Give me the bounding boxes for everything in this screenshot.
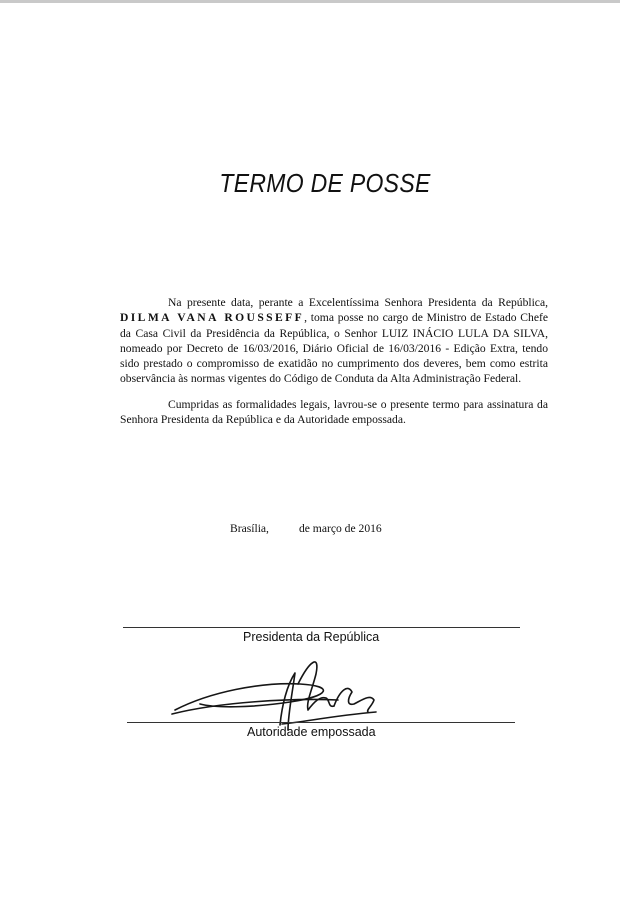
top-edge [0, 0, 620, 3]
signature-label-president: Presidenta da República [243, 630, 380, 644]
president-name: DILMA VANA ROUSSEFF [120, 311, 305, 325]
document-body [120, 295, 548, 427]
paragraph-formalities: Cumpridas as formalidades legais, lavrou-se o presente termo para assinatura da Senhora Presidenta da República e da Autoridade empossada. [120, 397, 548, 427]
signature-label-authority: Autoridade empossada [247, 725, 376, 739]
date-text: de março de 2016 [298, 522, 382, 535]
signature-line-authority [127, 722, 515, 723]
document-title: TERMO DE POSSE [219, 168, 431, 198]
paragraph-oath-intro: Na presente data, perante a Excelentíssima Senhora Presidenta da República, [168, 296, 548, 309]
signature-line-president [123, 627, 520, 628]
date-place: Brasília, [230, 522, 269, 535]
paragraph-oath [120, 295, 548, 387]
paragraph-oath-body: , toma posse no cargo de Ministro de Estado Chefe da Casa Civil da Presidência da República, o Senhor LUIZ INÁCIO LULA DA SILVA, nomeado por Decreto de 16/03/2016, Diário Oficial de 16/03/2016 - Edição Extra, tendo sido prestado o compromisso de exatidão no cumprimento dos deveres, bem como estrita observância às normas vigentes do Código de Conduta da Alta Administração Federal. [120, 311, 548, 386]
date-line [230, 522, 382, 535]
